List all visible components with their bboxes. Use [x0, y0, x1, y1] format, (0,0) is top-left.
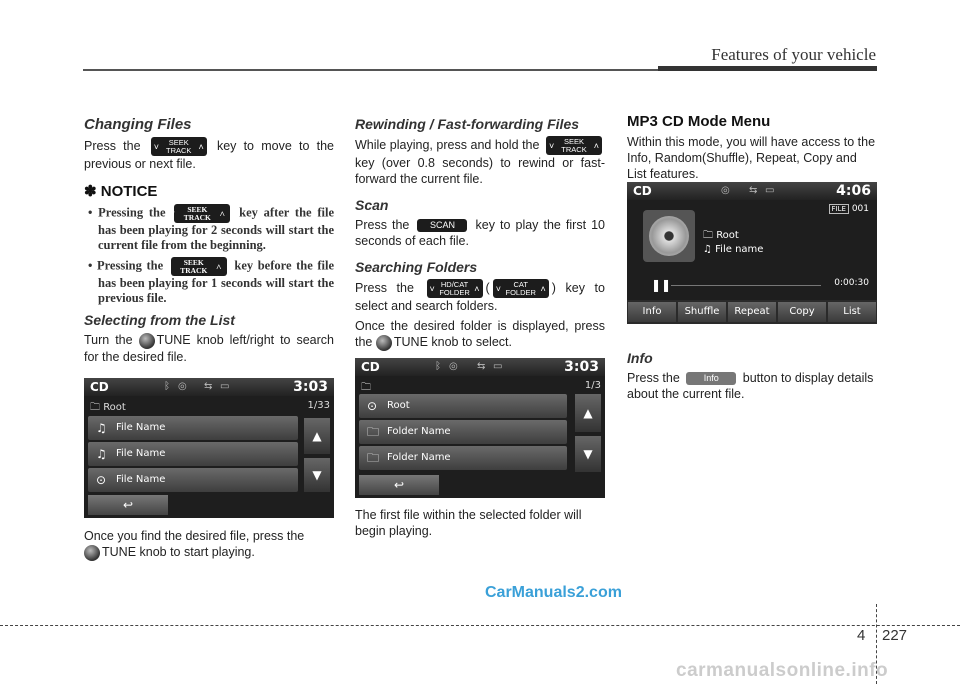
- list-item[interactable]: 🗀 Folder Name: [359, 446, 567, 470]
- back-button[interactable]: ↩: [88, 495, 168, 515]
- mp3-menu-text: Within this mode, you will have access to the Info, Random(Shuffle), Repeat, Copy and List features.: [627, 135, 876, 181]
- folder-icon: 🗀: [703, 230, 713, 241]
- root-folder: 🗀 Root: [703, 230, 739, 241]
- scroll-down-button[interactable]: ▼: [304, 458, 330, 492]
- shuffle-button[interactable]: Shuffle: [678, 302, 726, 322]
- scan-key: SCAN: [417, 219, 467, 233]
- bluetooth-icon: ᛒ: [435, 361, 441, 372]
- elapsed-time: 0:00:30: [834, 278, 869, 288]
- seek-track-key: ˅ SEEK TRACK ˄: [174, 204, 230, 223]
- notice-bullet-1: • Pressing the ˅ SEEK TRACK ˄ key after the file has been playing for 2 seconds will start the current file from the beginning.: [88, 205, 335, 252]
- tune-knob-icon: [376, 335, 392, 351]
- scroll-up-button[interactable]: ▲: [304, 418, 330, 454]
- searching-text: Press the ˅ HD/CAT FOLDER ˄ ( ˅ CAT FOLDER ˄ ) key to select and search folders.: [355, 280, 605, 313]
- folder-icon: 🗀: [367, 425, 380, 439]
- bluetooth-icon: ᛒ: [164, 381, 170, 392]
- file-number: FILE 001: [829, 204, 869, 214]
- list-item[interactable]: ⊙ Root: [359, 394, 567, 418]
- footer-rule: [0, 625, 960, 626]
- watermark-text: CarManuals2.com: [485, 584, 622, 601]
- folder-icon: 🗀: [367, 451, 380, 465]
- music-note-icon: ♫: [703, 244, 712, 255]
- disc-icon: ◎: [449, 361, 458, 372]
- once-found-text: Once you find the desired file, press the TUNE knob to start playing.: [84, 529, 305, 559]
- ipod-icon: ▭: [493, 361, 503, 372]
- ipod-icon: ▭: [220, 381, 230, 392]
- folder-icon: 🗀: [90, 402, 100, 413]
- tune-knob-icon: [139, 333, 155, 349]
- play-circle-icon: ⊙: [96, 473, 107, 487]
- screen-file-list: [84, 378, 334, 518]
- hd-cat-folder-key: ˅ HD/CAT FOLDER ˄: [427, 279, 483, 298]
- mp3-menu-bar: [627, 300, 877, 324]
- rewinding-text: While playing, press and hold the ˅ SEEK TRACK ˄ key (over 0.8 seconds) to rewind or fast-forward the current file.: [355, 137, 605, 186]
- heading-rewinding: Rewinding / Fast-forwarding Files: [355, 116, 580, 132]
- ipod-icon: ▭: [765, 185, 775, 196]
- scroll-up-button[interactable]: ▲: [575, 394, 601, 432]
- column-2: [355, 110, 605, 351]
- list-item[interactable]: ♫ File Name: [88, 442, 298, 466]
- back-button[interactable]: ↩: [359, 475, 439, 495]
- info-text: Press the Info button to display details about the current file.: [627, 371, 874, 401]
- screen-status-bar: CD ᛒ ◎ ⇆ ▭ 3:03: [84, 378, 334, 396]
- disc-icon: ◎: [721, 185, 730, 196]
- column-1: [84, 110, 334, 365]
- cat-folder-key: ˅ CAT FOLDER ˄: [493, 279, 549, 298]
- album-art-disc: [643, 210, 695, 262]
- music-note-icon: ♫: [96, 421, 107, 435]
- seek-track-key: ˅ SEEK TRACK ˄: [151, 137, 207, 156]
- heading-changing-files: Changing Files: [84, 116, 192, 133]
- music-note-icon: ♫: [96, 447, 107, 461]
- usb-icon: ⇆: [749, 185, 758, 196]
- heading-info: Info: [627, 350, 653, 366]
- folder-icon: 🗀: [361, 382, 371, 393]
- pause-icon[interactable]: ❚❚: [651, 278, 672, 292]
- list-item[interactable]: ⊙ File Name: [88, 468, 298, 492]
- searching-text-2: Once the desired folder is displayed, press the TUNE knob to select.: [355, 319, 605, 349]
- play-circle-icon: ⊙: [367, 399, 378, 413]
- screen-status-bar: CD ᛒ ◎ ⇆ ▭ 3:03: [355, 358, 605, 376]
- seek-track-key: ˅ SEEK TRACK ˄: [546, 136, 602, 155]
- list-path: 🗀 1/3: [361, 380, 601, 393]
- screen-status-bar: CD ◎ ⇆ ▭ 4:06: [627, 182, 877, 200]
- current-file: ♫ File name: [703, 244, 764, 255]
- selecting-text: Turn the TUNE knob left/right to search for the desired file.: [84, 333, 334, 364]
- seek-track-key: ˅ SEEK TRACK ˄: [171, 257, 227, 276]
- repeat-button[interactable]: Repeat: [728, 302, 776, 322]
- disc-icon: ◎: [178, 381, 187, 392]
- info-button[interactable]: Info: [628, 302, 676, 322]
- info-key: Info: [686, 372, 736, 386]
- page-number: 227: [882, 627, 908, 644]
- section-number: 4: [857, 627, 866, 644]
- info-section: [627, 344, 877, 402]
- heading-selecting-list: Selecting from the List: [84, 312, 235, 328]
- scan-text: Press the SCAN key to play the first 10 seconds of each file.: [355, 218, 605, 248]
- header-rule-thick: [658, 66, 877, 71]
- changing-files-text: Press the ˅ SEEK TRACK ˄ key to move to the previous or next file.: [84, 138, 334, 171]
- notice-heading: ✽ NOTICE: [84, 183, 158, 200]
- heading-searching-folders: Searching Folders: [355, 259, 478, 275]
- copy-button[interactable]: Copy: [778, 302, 826, 322]
- screen-mp3-menu: [627, 182, 877, 324]
- footer-site-text: carmanualsonline.info: [676, 660, 889, 681]
- column-3: [627, 110, 877, 182]
- tune-knob-icon: [84, 545, 100, 561]
- heading-scan: Scan: [355, 197, 389, 213]
- list-path: 🗀 Root 1/33: [90, 400, 330, 413]
- usb-icon: ⇆: [204, 381, 213, 392]
- section-title: Features of your vehicle: [711, 45, 876, 64]
- progress-bar: [671, 285, 821, 286]
- list-item[interactable]: ♫ File Name: [88, 416, 298, 440]
- notice-bullet-2: • Pressing the ˅ SEEK TRACK ˄ key before the file has been playing for 1 seconds will start the previous file.: [88, 258, 335, 305]
- list-button[interactable]: List: [828, 302, 876, 322]
- heading-mp3-menu: MP3 CD Mode Menu: [627, 113, 771, 130]
- first-file-text: The first file within the selected folder will begin playing.: [355, 508, 582, 538]
- scroll-down-button[interactable]: ▼: [575, 436, 601, 472]
- usb-icon: ⇆: [477, 361, 486, 372]
- screen-folder-list: [355, 358, 605, 498]
- list-item[interactable]: 🗀 Folder Name: [359, 420, 567, 444]
